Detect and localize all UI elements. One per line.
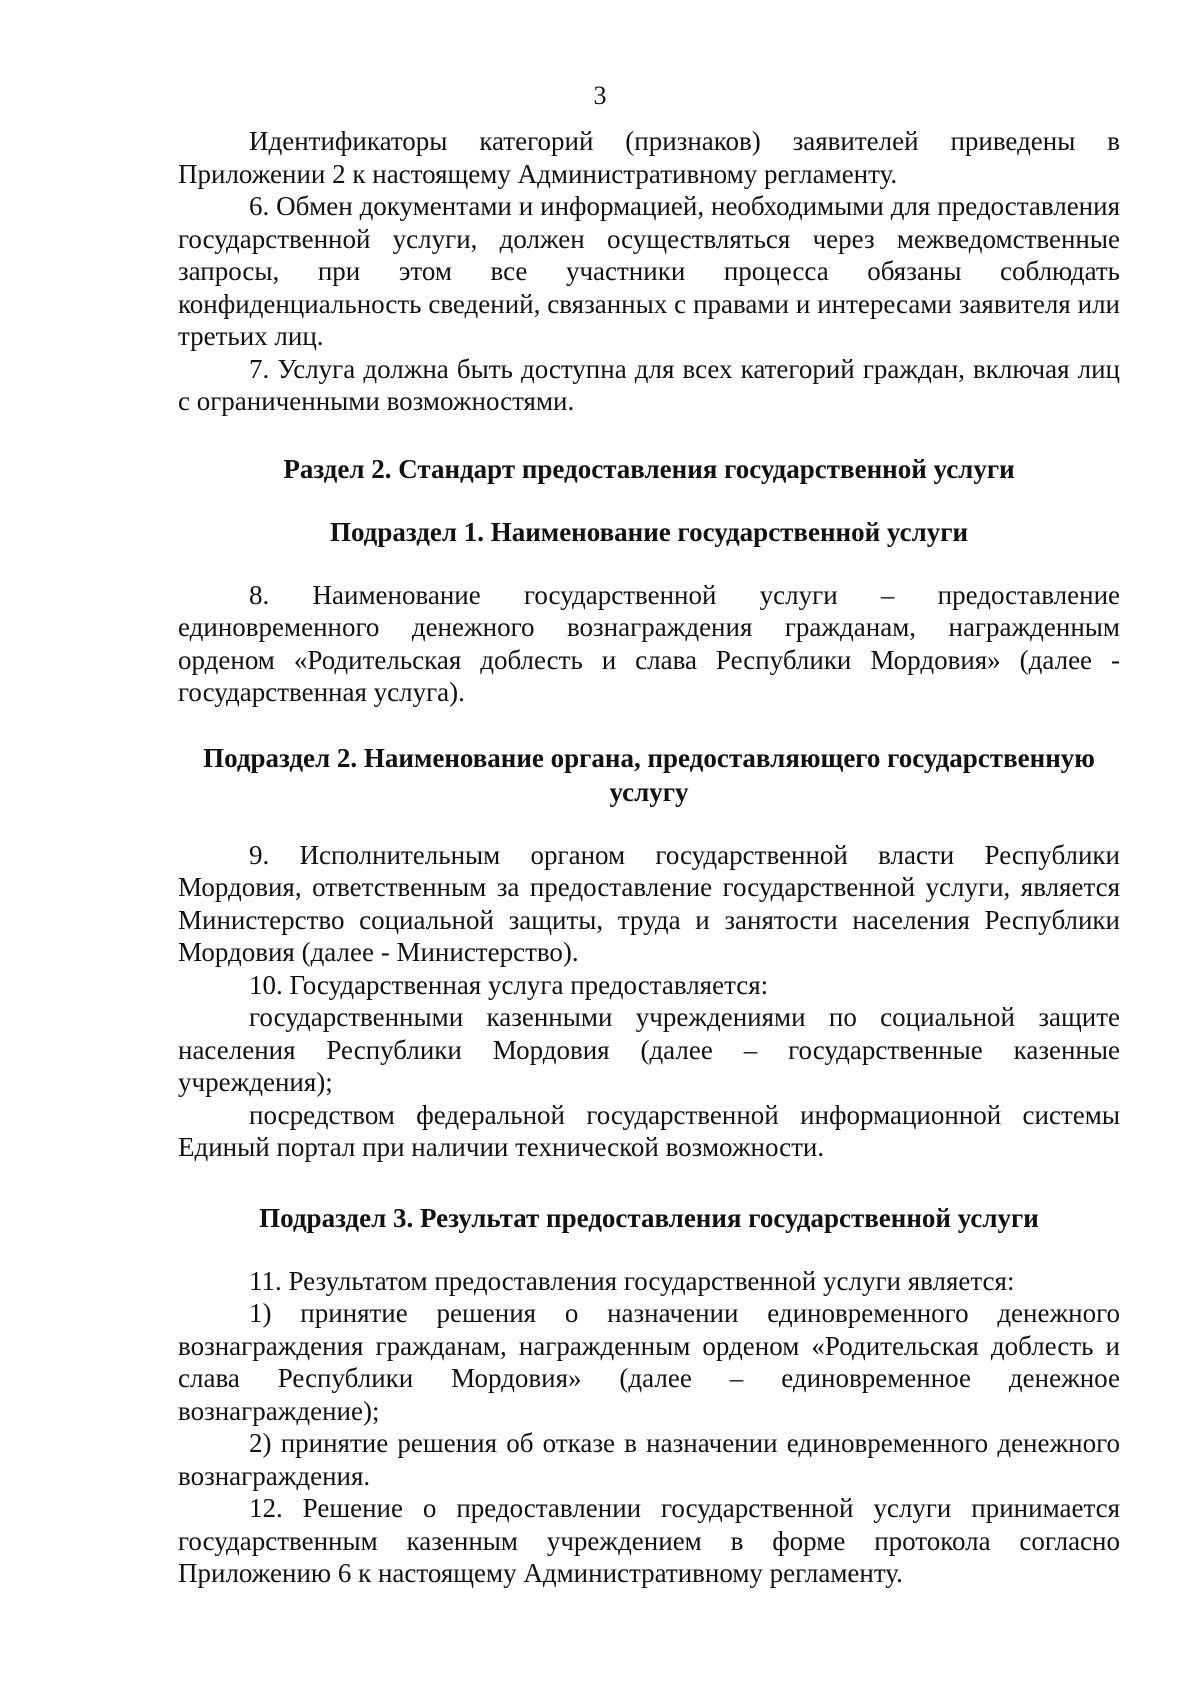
document-body [178, 125, 1120, 1590]
paragraph-11-item-2: 2) принятие решения об отказе в назначении единовременного денежного вознаграждения. [178, 1428, 1120, 1491]
page-number: 3 [593, 81, 607, 110]
paragraph-10-item-1: государственными казенными учреждениями по социальной защите населения Республики Мордовия (далее – государственные казенные учреждения); [178, 1002, 1120, 1097]
paragraph-11: 11. Результатом предоставления государственной услуги является: [249, 1265, 1015, 1296]
paragraph-9: 9. Исполнительным органом государственной власти Республики Мордовия, ответственным за предоставление государственной услуги, является Министерство социальной защиты, труда и занятости населения Республики Мордовия (далее - Министерство). [178, 839, 1120, 967]
paragraph-6: 6. Обмен документами и информацией, необходимыми для предоставления государственной услуги, должен осуществляться через межведомственные запросы, при этом все участники процесса обязаны соблюдать конфиденциальность сведений, связанных с правами и интересами заявителя или третьих лиц. [178, 191, 1120, 351]
subsection-2-title: Подраздел 2. Наименование органа, предоставляющего государственную услугу [203, 742, 1095, 807]
subsection-1-title: Подраздел 1. Наименование государственной услуги [329, 516, 969, 547]
paragraph-categories-identifiers: Идентификаторы категорий (признаков) заявителей приведены в Приложении 2 к настоящему Административному регламенту. [178, 126, 1120, 189]
paragraph-7: 7. Услуга должна быть доступна для всех категорий граждан, включая лиц с ограниченными возможностями. [178, 353, 1120, 416]
paragraph-11-item-1: 1) принятие решения о назначении единовременного денежного вознаграждения гражданам, награжденным орденом «Родительская доблесть и слава Республики Мордовия» (далее – единовременное денежное вознаграждение); [178, 1298, 1120, 1426]
paragraph-10: 10. Государственная услуга предоставляется: [249, 969, 769, 1000]
paragraph-8: 8. Наименование государственной услуги – предоставление единовременного денежного вознаграждения гражданам, награжденным орденом «Родительская доблесть и слава Республики Мордовия» (далее - государственная услуга). [178, 579, 1120, 707]
paragraph-10-item-2: посредством федеральной государственной информационной системы Единый портал при наличии технической возможности. [178, 1099, 1120, 1162]
paragraph-12: 12. Решение о предоставлении государственной услуги принимается государственным казенным учреждением в форме протокола согласно Приложению 6 к настоящему Административному регламенту. [178, 1493, 1120, 1588]
section-2-title: Раздел 2. Стандарт предоставления государственной услуги [283, 453, 1015, 484]
subsection-3-title: Подраздел 3. Результат предоставления государственной услуги [259, 1202, 1039, 1233]
